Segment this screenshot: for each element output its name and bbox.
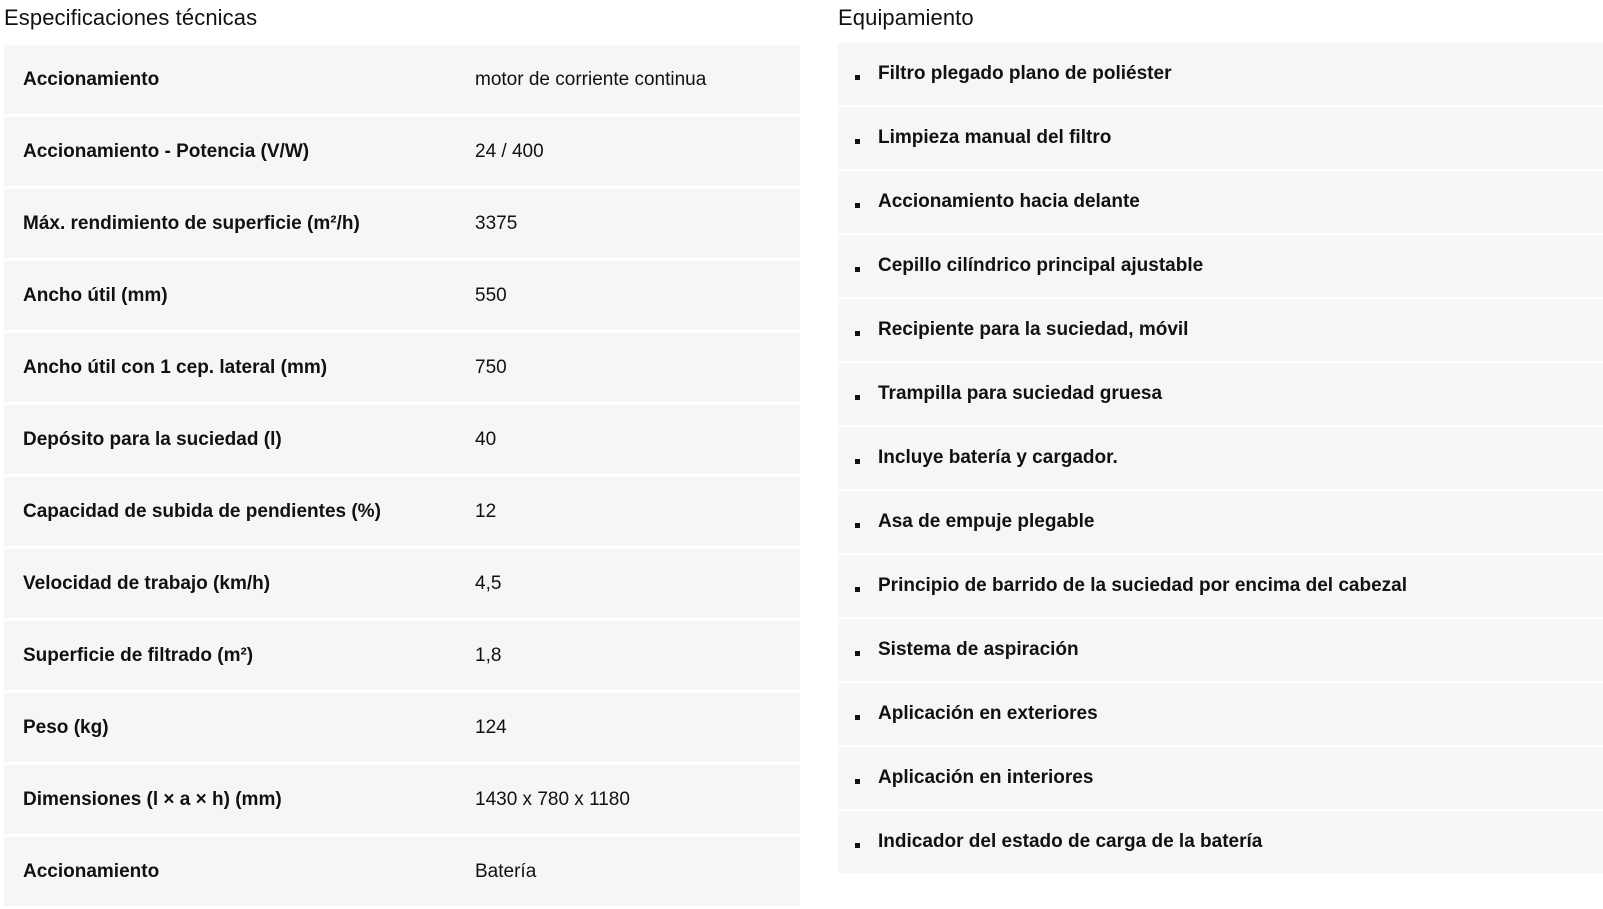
bullet-icon (855, 203, 860, 208)
bullet-icon (855, 651, 860, 656)
spec-label: Velocidad de trabajo (km/h) (23, 572, 271, 594)
equipment-item-label: Limpieza manual del filtro (878, 127, 1112, 148)
equipment-item (838, 555, 1603, 617)
spec-row-drive (4, 45, 800, 114)
equipment-item (838, 491, 1603, 553)
spec-row-dimensions (4, 765, 800, 834)
bullet-icon (855, 779, 860, 784)
equipment-section (838, 0, 1603, 852)
bullet-icon (855, 715, 860, 720)
bullet-icon (855, 459, 860, 464)
equipment-item (838, 299, 1603, 361)
spec-value: 4,5 (475, 572, 502, 594)
spec-value: motor de corriente continua (475, 68, 707, 90)
spec-label: Accionamiento (23, 860, 160, 882)
spec-row-working-width-side-brush (4, 333, 800, 402)
spec-label: Peso (kg) (23, 716, 109, 738)
spec-label: Máx. rendimiento de superficie (m²/h) (23, 212, 360, 234)
equipment-item (838, 747, 1603, 809)
spec-row-dirt-container (4, 405, 800, 474)
equipment-item-label: Principio de barrido de la suciedad por encima del cabezal (878, 575, 1407, 596)
spec-value: 3375 (475, 212, 518, 234)
spec-row-max-area-performance (4, 189, 800, 258)
equipment-item-label: Trampilla para suciedad gruesa (878, 383, 1163, 404)
equipment-item-label: Asa de empuje plegable (878, 511, 1095, 532)
spec-label: Superficie de filtrado (m²) (23, 644, 254, 666)
spec-label: Ancho útil con 1 cep. lateral (mm) (23, 356, 328, 378)
bullet-icon (855, 267, 860, 272)
spec-label: Ancho útil (mm) (23, 284, 168, 306)
equipment-item (838, 683, 1603, 745)
specifications-title: Especificaciones técnicas (4, 5, 258, 30)
spec-row-weight (4, 693, 800, 762)
spec-value: 750 (475, 356, 507, 378)
equipment-item-label: Recipiente para la suciedad, móvil (878, 319, 1189, 340)
spec-label: Accionamiento (23, 68, 160, 90)
spec-label: Capacidad de subida de pendientes (%) (23, 500, 381, 522)
spec-row-working-speed (4, 549, 800, 618)
spec-row-gradeability (4, 477, 800, 546)
spec-value: 12 (475, 500, 497, 522)
equipment-item-label: Accionamiento hacia delante (878, 191, 1140, 212)
bullet-icon (855, 331, 860, 336)
equipment-item-label: Aplicación en exteriores (878, 703, 1098, 724)
spec-value: 40 (475, 428, 497, 450)
equipment-item-label: Filtro plegado plano de poliéster (878, 63, 1172, 84)
spec-value: 1430 x 780 x 1180 (475, 788, 630, 810)
equipment-item (838, 171, 1603, 233)
equipment-item-label: Sistema de aspiración (878, 639, 1079, 660)
equipment-item (838, 235, 1603, 297)
spec-value: 550 (475, 284, 507, 306)
bullet-icon (855, 75, 860, 80)
equipment-item (838, 363, 1603, 425)
bullet-icon (855, 843, 860, 848)
spec-value: 1,8 (475, 644, 502, 666)
spec-row-drive-type (4, 837, 800, 906)
spec-label: Dimensiones (l × a × h) (mm) (23, 788, 282, 810)
equipment-item (838, 427, 1603, 489)
spec-value: Batería (475, 860, 537, 882)
equipment-item (838, 811, 1603, 873)
equipment-item (838, 619, 1603, 681)
spec-label: Depósito para la suciedad (l) (23, 428, 282, 450)
equipment-item-label: Indicador del estado de carga de la batería (878, 831, 1263, 852)
spec-row-working-width (4, 261, 800, 330)
equipment-item-label: Aplicación en interiores (878, 767, 1094, 788)
equipment-title: Equipamiento (838, 5, 974, 30)
equipment-item (838, 107, 1603, 169)
spec-value: 124 (475, 716, 507, 738)
bullet-icon (855, 139, 860, 144)
technical-specifications-section (4, 0, 800, 882)
equipment-list (838, 43, 1603, 875)
specifications-table (4, 45, 800, 909)
bullet-icon (855, 587, 860, 592)
bullet-icon (855, 523, 860, 528)
equipment-item (838, 43, 1603, 105)
equipment-item-label: Incluye batería y cargador. (878, 447, 1118, 468)
equipment-item-label: Cepillo cilíndrico principal ajustable (878, 255, 1204, 276)
spec-row-filter-surface (4, 621, 800, 690)
bullet-icon (855, 395, 860, 400)
spec-value: 24 / 400 (475, 140, 544, 162)
spec-label: Accionamiento - Potencia (V/W) (23, 140, 310, 162)
spec-row-drive-power (4, 117, 800, 186)
